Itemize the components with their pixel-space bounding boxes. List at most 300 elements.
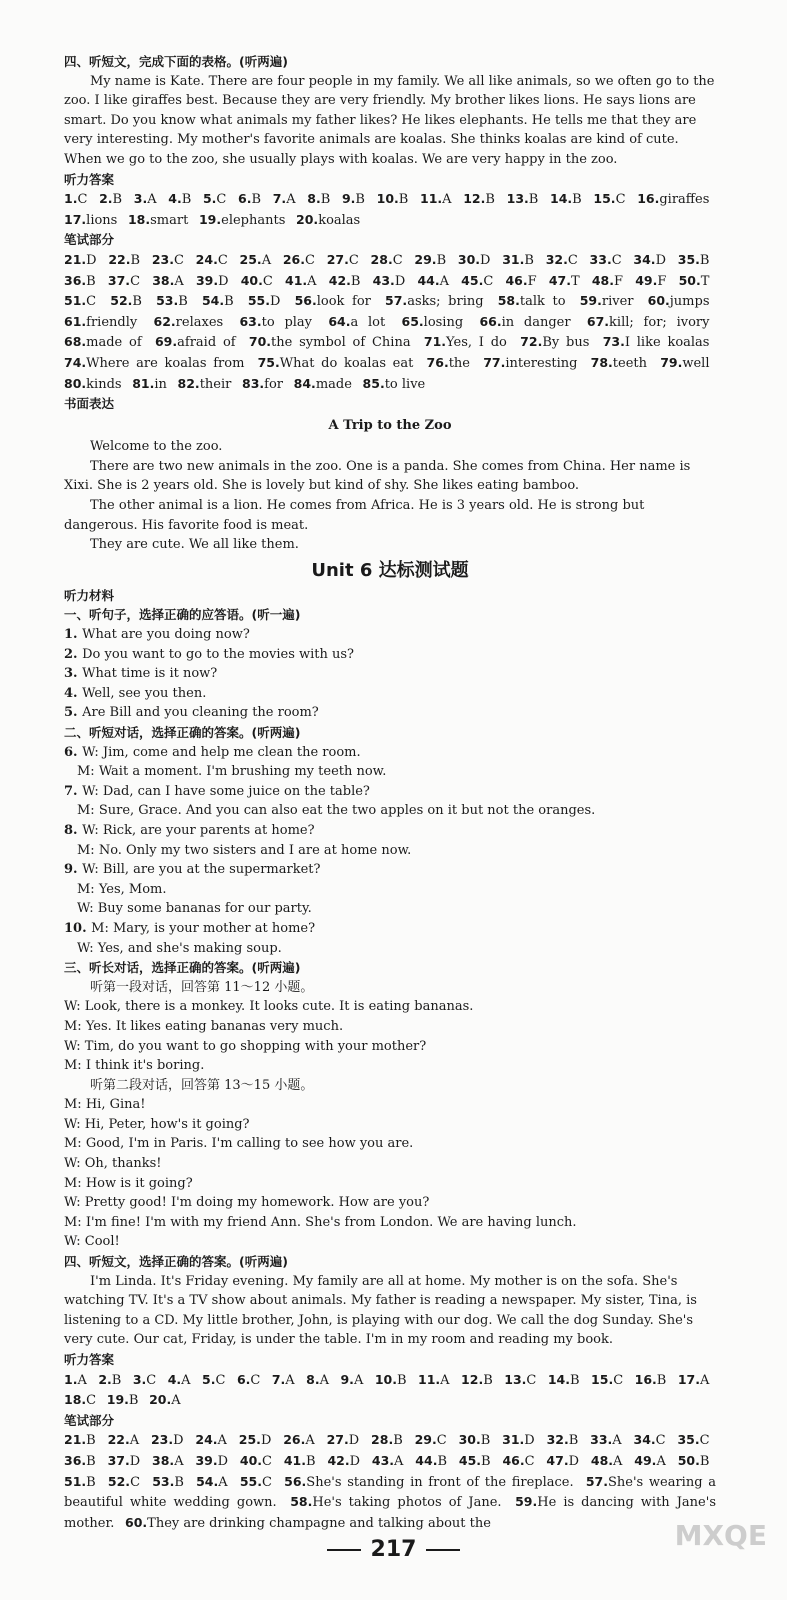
dialog-line <box>64 899 716 919</box>
answer-item <box>196 274 229 289</box>
answer-value: Yes, I do <box>446 335 507 351</box>
answer-item <box>98 1373 121 1388</box>
answer-list <box>64 189 716 230</box>
answer-value: D <box>568 1453 580 1469</box>
answer-item <box>502 1433 535 1448</box>
answer-value: B <box>86 1433 96 1449</box>
answer-item <box>458 253 491 268</box>
answer-item <box>591 1373 623 1388</box>
sentence-item <box>64 703 716 723</box>
answer-number: 21. <box>64 1432 87 1448</box>
answer-item <box>152 1475 184 1490</box>
answer-item <box>371 253 403 268</box>
answer-item <box>258 356 414 371</box>
answer-number: 8. <box>307 191 321 207</box>
answer-value: made <box>315 376 352 392</box>
answer-number: 40. <box>240 272 263 288</box>
answer-value: to live <box>384 376 426 392</box>
answer-item <box>168 192 191 207</box>
answer-value: the <box>448 355 470 371</box>
answer-value: their <box>199 376 232 392</box>
answer-value: C <box>173 252 184 268</box>
answer-item <box>64 315 137 330</box>
answer-value: By bus <box>542 335 590 351</box>
answer-number: 31. <box>502 251 525 267</box>
answer-number: 6. <box>236 1371 251 1387</box>
answer-item <box>461 274 493 289</box>
answer-item <box>677 1433 709 1448</box>
answer-value: D <box>349 1453 361 1469</box>
answer-item <box>679 274 710 289</box>
item-number: 1. <box>64 627 83 643</box>
answer-item <box>420 192 452 207</box>
answer-item <box>520 335 589 350</box>
answer-value: D <box>655 252 666 268</box>
answer-number: 33. <box>589 251 612 267</box>
answer-value: made of <box>86 335 142 351</box>
item-number: 3. <box>64 666 83 682</box>
answer-value: C <box>611 252 622 268</box>
answer-value: well <box>682 355 710 371</box>
answer-number: 33. <box>590 1432 613 1448</box>
answer-number: 15. <box>591 1371 614 1387</box>
answer-item <box>149 1393 181 1408</box>
answer-item <box>151 1433 184 1448</box>
answer-item <box>459 1454 491 1469</box>
answer-value: C <box>215 1372 226 1388</box>
answer-number: 4. <box>168 191 182 207</box>
writing-label: 书面表达 <box>64 396 115 412</box>
answer-item <box>678 1454 710 1469</box>
answer-number: 58. <box>497 293 520 309</box>
dialog-line: M: Good, I'm in Paris. I'm calling to see how you are. <box>64 1136 414 1152</box>
answer-number: 19. <box>198 211 222 227</box>
answer-number: 55. <box>247 293 270 309</box>
dialog-line <box>64 880 716 900</box>
answer-item <box>294 377 352 392</box>
answer-number: 54. <box>201 293 225 309</box>
answer-value: D <box>394 273 406 289</box>
answer-item <box>285 274 317 289</box>
sentence-item <box>64 625 716 645</box>
dialog-list <box>64 743 716 959</box>
page-number-text: 217 <box>370 1537 417 1562</box>
dialog-intro: 听第二段对话，回答第 13～15 小题。 <box>90 1077 314 1093</box>
answer-number: 36. <box>64 1452 87 1468</box>
item-text: W: Dad, can I have some juice on the table? <box>82 783 370 799</box>
answer-value: B <box>485 192 495 208</box>
answer-item <box>504 1373 536 1388</box>
listening-answers-label: 听力答案 <box>64 171 115 187</box>
answer-number: 55. <box>239 1473 262 1489</box>
answer-number: 45. <box>461 272 484 288</box>
answer-value: B <box>132 294 142 310</box>
answer-item <box>549 274 580 289</box>
answer-number: 10. <box>376 191 399 207</box>
answer-item <box>593 192 625 207</box>
dialog-line: W: Tim, do you want to go shopping with your mother? <box>64 1038 427 1054</box>
answer-number: 19. <box>106 1392 129 1408</box>
answer-item <box>152 1454 184 1469</box>
answer-value: B <box>130 252 141 268</box>
answer-value: B <box>178 294 188 310</box>
answer-number: 49. <box>635 272 658 288</box>
answer-item <box>152 274 184 289</box>
answer-value: the symbol of China <box>271 335 411 351</box>
item-number: 4. <box>64 685 83 701</box>
answer-value: D <box>260 1433 272 1449</box>
answer-item <box>154 315 224 330</box>
section-heading: 二、听短对话，选择正确的答案。(听两遍) <box>64 725 301 740</box>
answer-value: B <box>86 1474 96 1490</box>
answer-value: C <box>130 273 141 289</box>
answer-number: 32. <box>546 1432 569 1448</box>
answer-value: A <box>656 1453 666 1469</box>
answer-value: F <box>657 273 667 289</box>
answer-number: 24. <box>195 251 218 267</box>
answer-item <box>240 1454 272 1469</box>
answer-item <box>241 274 273 289</box>
answer-value: to play <box>261 314 313 330</box>
answer-item <box>64 294 96 309</box>
answer-item <box>249 335 411 350</box>
answer-item <box>418 1373 450 1388</box>
answer-item <box>498 294 566 309</box>
answer-value: look for <box>316 294 371 310</box>
answer-value: talk to <box>519 294 566 310</box>
answer-value: C <box>567 252 578 268</box>
answer-item <box>156 294 188 309</box>
answer-item <box>128 213 188 228</box>
answer-item <box>196 253 228 268</box>
answer-item <box>587 315 710 330</box>
answer-number: 56. <box>294 293 317 309</box>
answer-value: C <box>146 1372 157 1388</box>
answer-number: 1. <box>64 1371 78 1387</box>
answer-value: T <box>571 273 580 289</box>
answer-number: 62. <box>153 313 176 329</box>
answer-value: C <box>348 252 359 268</box>
answer-value: He's taking photos of Jane. <box>312 1495 502 1511</box>
answer-value: B <box>699 1453 710 1469</box>
answer-item <box>195 1454 228 1469</box>
unit-title: Unit 6 达标测试题 <box>311 559 469 581</box>
answer-value: teeth <box>612 355 648 371</box>
answer-value: F <box>527 273 537 289</box>
answer-number: 30. <box>457 251 481 267</box>
answer-number: 26. <box>282 251 305 267</box>
answer-number: 70. <box>248 334 272 350</box>
answer-item <box>240 253 272 268</box>
answer-number: 42. <box>328 272 351 288</box>
answer-value: giraffes <box>659 192 710 208</box>
answer-number: 18. <box>127 211 151 227</box>
answer-item <box>64 377 122 392</box>
answer-number: 18. <box>64 1392 87 1408</box>
answer-item <box>64 335 142 350</box>
answer-item <box>375 1373 407 1388</box>
answer-item <box>272 1373 295 1388</box>
answer-item <box>155 335 236 350</box>
answer-number: 51. <box>64 1473 87 1489</box>
answer-number: 69. <box>154 334 178 350</box>
answer-value: C <box>699 1433 710 1449</box>
answer-value: D <box>129 1453 141 1469</box>
answer-item <box>273 192 296 207</box>
answer-item <box>199 213 285 228</box>
answer-item <box>402 315 464 330</box>
answer-item <box>363 377 426 392</box>
dialog-line: W: Hi, Peter, how's it going? <box>64 1116 250 1132</box>
answer-value: B <box>174 1474 184 1490</box>
answer-item <box>202 1373 225 1388</box>
answer-value: smart <box>150 212 189 228</box>
answer-value: B <box>128 1393 139 1409</box>
answer-value: B <box>396 1372 407 1388</box>
answer-number: 17. <box>677 1371 700 1387</box>
answer-value: C <box>655 1433 666 1449</box>
section-heading: 一、听句子，选择正确的应答语。(听一遍) <box>64 607 301 623</box>
answer-item <box>108 253 140 268</box>
answer-value: D <box>86 252 97 268</box>
answer-number: 61. <box>64 313 87 329</box>
answer-value: B <box>181 192 192 208</box>
answer-value: A <box>129 1433 140 1449</box>
answer-number: 32. <box>545 251 568 267</box>
answer-number: 81. <box>132 375 155 391</box>
answer-value: koalas <box>318 212 361 228</box>
answer-number: 24. <box>195 1432 218 1448</box>
answer-value: A <box>439 273 449 289</box>
answer-number: 11. <box>420 191 443 207</box>
item-text: W: Yes, and she's making soup. <box>77 940 282 956</box>
answer-number: 27. <box>326 251 349 267</box>
answer-value: C <box>216 192 227 208</box>
answer-number: 66. <box>479 313 502 329</box>
answer-number: 6. <box>238 191 252 207</box>
answer-item <box>107 1393 139 1408</box>
answer-number: 43. <box>372 272 395 288</box>
answer-value: in danger <box>501 314 571 330</box>
item-number: 9. <box>64 862 83 878</box>
answer-number: 39. <box>195 272 219 288</box>
item-number: 5. <box>64 705 83 721</box>
answer-number: 20. <box>149 1392 172 1408</box>
dialog-intro: 听第一段对话，回答第 11～12 小题。 <box>90 979 314 995</box>
answer-value: C <box>613 1372 624 1388</box>
answer-item <box>64 1475 96 1490</box>
answer-number: 46. <box>502 1452 525 1468</box>
answer-item <box>239 315 312 330</box>
answer-value: lions <box>86 212 118 228</box>
item-number: 8. <box>64 822 83 838</box>
answer-value: D <box>218 273 229 289</box>
answer-item <box>239 1433 272 1448</box>
answer-value: D <box>480 252 491 268</box>
answer-number: 54. <box>196 1473 219 1489</box>
answer-value: A <box>171 1393 181 1409</box>
answer-value: jumps <box>669 294 710 310</box>
answer-item <box>590 1433 622 1448</box>
section-heading: 四、听短文，完成下面的表格。(听两遍) <box>64 54 288 69</box>
answer-number: 9. <box>340 1371 354 1387</box>
answer-number: 63. <box>239 313 262 329</box>
answer-item <box>134 192 157 207</box>
item-text: W: Bill, are you at the supermarket? <box>82 862 321 878</box>
answer-item <box>415 1433 447 1448</box>
answer-value: elephants <box>221 212 286 228</box>
answer-value: B <box>480 1433 491 1449</box>
answer-item <box>385 294 484 309</box>
answer-value: C <box>77 192 88 208</box>
answer-number: 51. <box>64 293 87 309</box>
answer-value: A <box>353 1372 364 1388</box>
answer-item <box>550 192 582 207</box>
listening-passage: My name is Kate. There are four people in my family. We all like animals, so we often go to the zoo. I like giraffes best. Because they are very friendly. My brother likes lions. He says lions are smart. Do you know what animals my father likes? He likes elephants. He tells me that they are very interesting. My mother's favorite animals are koalas. She thinks koalas are kind of cute. When we go to the zoo, she usually plays with koalas. We are very happy in the zoo. <box>64 73 715 167</box>
answer-item <box>284 1475 574 1490</box>
answer-number: 78. <box>590 354 613 370</box>
answer-item <box>340 1373 363 1388</box>
answer-number: 45. <box>458 1452 482 1468</box>
answer-value: relaxes <box>175 314 224 330</box>
answer-number: 4. <box>167 1371 182 1387</box>
answer-number: 23. <box>150 1432 174 1448</box>
answer-number: 7. <box>271 1371 286 1387</box>
answer-number: 34. <box>633 1432 656 1448</box>
answer-item <box>633 253 666 268</box>
answer-item <box>168 1373 191 1388</box>
answer-value: C <box>262 273 273 289</box>
answer-number: 29. <box>414 251 437 267</box>
answer-value: D <box>348 1433 360 1449</box>
answer-value: She's standing in front of the fireplace. <box>306 1474 574 1490</box>
answer-value: A <box>613 1453 623 1469</box>
answer-item <box>548 1373 580 1388</box>
answer-item <box>483 356 577 371</box>
answer-item <box>377 192 409 207</box>
answer-item <box>237 1373 260 1388</box>
dialog-line <box>64 762 716 782</box>
answer-number: 58. <box>290 1494 313 1510</box>
item-text: What are you doing now? <box>82 627 250 643</box>
dialog-line: W: Pretty good! I'm doing my homework. How are you? <box>64 1195 430 1211</box>
answer-number: 11. <box>418 1371 441 1387</box>
dialog-line: W: Oh, thanks! <box>64 1156 162 1172</box>
answer-number: 67. <box>586 313 610 329</box>
answer-value: A <box>285 1372 295 1388</box>
item-text: M: Yes, Mom. <box>77 881 167 897</box>
answer-item <box>133 1373 156 1388</box>
answer-item <box>505 274 536 289</box>
answer-value: B <box>568 1433 579 1449</box>
dialog-line <box>64 782 716 802</box>
essay-paragraph: They are cute. We all like them. <box>90 537 299 553</box>
item-text: Are Bill and you cleaning the room? <box>82 705 319 721</box>
answer-value: A <box>305 1433 315 1449</box>
answer-value: D <box>524 1433 535 1449</box>
answer-value: in <box>154 376 167 392</box>
answer-number: 35. <box>677 251 700 267</box>
answer-number: 43. <box>371 1452 395 1468</box>
answer-item <box>678 253 710 268</box>
answer-value: A <box>77 1372 87 1388</box>
answer-item <box>329 274 361 289</box>
answer-value: afraid of <box>177 335 236 351</box>
answer-number: 56. <box>284 1473 307 1489</box>
answer-number: 59. <box>579 293 602 309</box>
answer-number: 41. <box>285 272 308 288</box>
sentence-item <box>64 645 716 665</box>
answer-number: 53. <box>156 293 179 309</box>
answer-item <box>372 1454 404 1469</box>
answer-item <box>634 1433 666 1448</box>
answer-item <box>463 192 495 207</box>
answer-value: D <box>269 294 281 310</box>
answer-number: 72. <box>520 334 543 350</box>
answer-number: 21. <box>64 251 87 267</box>
answer-value: A <box>442 192 452 208</box>
answer-item <box>678 1373 710 1388</box>
essay-paragraph: The other animal is a lion. He comes from Africa. He is 3 years old. He is strong but dangerous. His favorite food is meat. <box>64 498 645 533</box>
dialog-line <box>64 860 716 880</box>
answer-value: B <box>528 192 539 208</box>
answer-number: 47. <box>546 1452 569 1468</box>
answer-item <box>195 1433 227 1448</box>
answer-value: D <box>173 1433 184 1449</box>
answer-number: 65. <box>401 313 424 329</box>
answer-value: A <box>174 273 184 289</box>
answer-value: A <box>286 192 296 208</box>
item-text: M: No. Only my two sisters and I are at home now. <box>77 842 412 858</box>
answer-value: B <box>524 252 534 268</box>
dialog-line <box>64 801 716 821</box>
answer-item <box>108 1433 140 1448</box>
answer-number: 47. <box>548 272 571 288</box>
answer-number: 52. <box>110 293 133 309</box>
answer-value: T <box>700 273 710 289</box>
listening-passage: I'm Linda. It's Friday evening. My family are all at home. My mother is on the sofa. She's watching TV. It's a TV show about animals. My father is reading a newspaper. My sister, Tina, is listening to a CD. My little brother, John, is playing with our dog. We call the dog Sunday. She's very cute. Our cat, Friday, is under the table. I'm in my room and reading my book. <box>64 1273 697 1348</box>
answer-number: 73. <box>602 334 625 350</box>
answer-number: 16. <box>637 191 660 207</box>
answer-number: 12. <box>463 191 486 207</box>
materials-label: 听力材料 <box>64 587 115 603</box>
essay-title: A Trip to the Zoo <box>328 417 452 433</box>
answer-number: 38. <box>152 272 175 288</box>
answer-number: 25. <box>238 1432 261 1448</box>
page-content <box>64 52 716 1533</box>
answer-value: They are drinking champagne and talking about the <box>147 1515 491 1531</box>
dialog-line <box>64 743 716 763</box>
dialog-line: W: Cool! <box>64 1234 120 1250</box>
answer-number: 38. <box>152 1452 175 1468</box>
item-text: W: Jim, come and help me clean the room. <box>82 744 361 760</box>
dialog-line: M: I'm fine! I'm with my friend Ann. She's from London. We are having lunch. <box>64 1214 577 1230</box>
answer-item <box>240 1475 272 1490</box>
answer-number: 23. <box>151 251 174 267</box>
answer-number: 75. <box>257 354 280 370</box>
answer-number: 76. <box>426 354 449 370</box>
answer-value: B <box>483 1372 493 1388</box>
answer-value: interesting <box>505 355 578 371</box>
answer-number: 20. <box>296 211 319 227</box>
answer-value: C <box>436 1433 447 1449</box>
answer-item <box>328 315 385 330</box>
answer-value: C <box>262 1453 272 1469</box>
answer-item <box>238 192 261 207</box>
answer-value: Where are koalas from <box>86 355 245 371</box>
answer-item <box>634 1454 666 1469</box>
answer-number: 39. <box>195 1452 218 1468</box>
